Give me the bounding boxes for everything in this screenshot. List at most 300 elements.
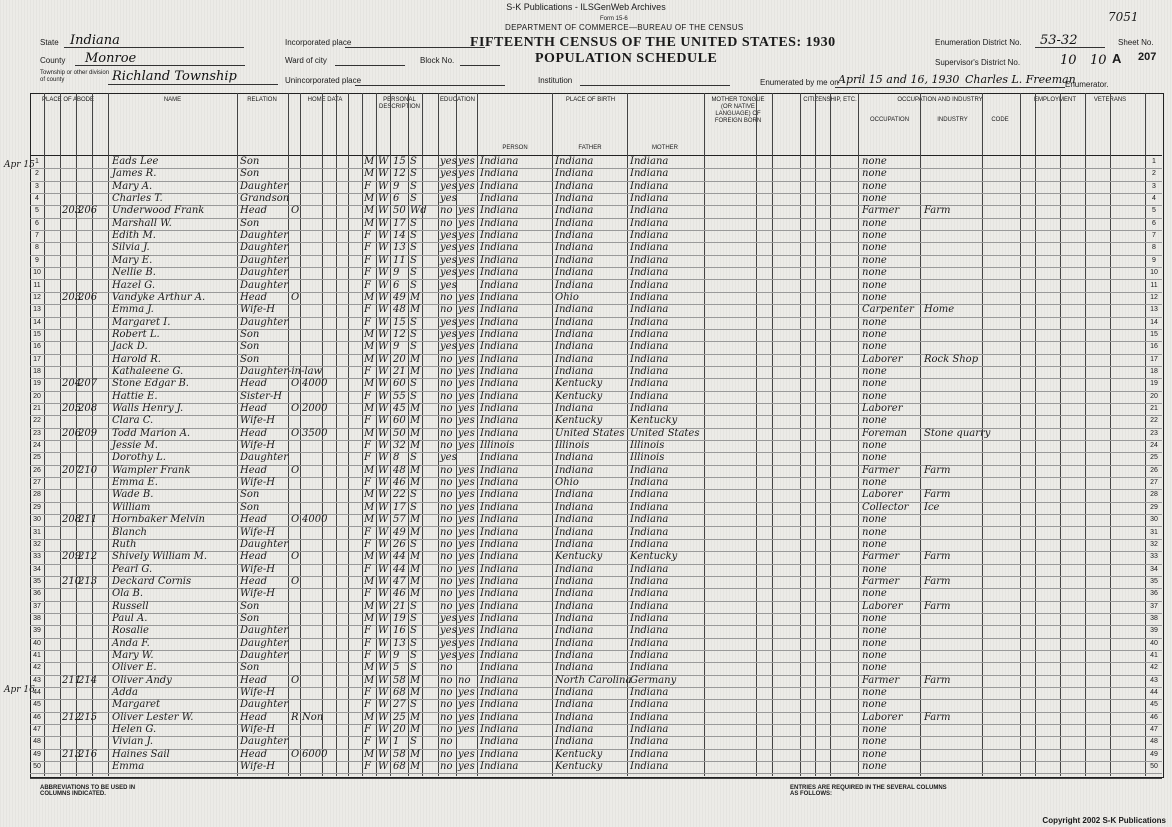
sheet-side: A xyxy=(1112,51,1122,66)
row-number: 33 xyxy=(1150,553,1158,561)
occupation: none xyxy=(862,625,887,637)
industry: Rock Shop xyxy=(924,353,979,365)
birthplace-father: North Carolina xyxy=(555,674,632,686)
birthplace-father: Indiana xyxy=(555,625,594,637)
relation: Head xyxy=(240,205,268,217)
sex: M xyxy=(364,551,375,563)
birthplace-father: Indiana xyxy=(555,501,594,513)
race: W xyxy=(378,440,389,452)
birthplace-person: Indiana xyxy=(480,526,519,538)
birthplace-mother: United States xyxy=(630,427,700,439)
birthplace-mother: Indiana xyxy=(630,180,669,192)
birthplace-person: Indiana xyxy=(480,180,519,192)
sex: F xyxy=(364,304,371,316)
table-row xyxy=(30,280,1162,293)
can-read: yes xyxy=(458,563,475,575)
birthplace-mother: Indiana xyxy=(630,526,669,538)
birthplace-person: Indiana xyxy=(480,761,519,773)
person-name: Charles T. xyxy=(112,193,163,205)
dwelling-number: 213 xyxy=(62,748,82,760)
race: W xyxy=(378,168,389,180)
table-row xyxy=(30,354,1162,367)
birthplace-father: Indiana xyxy=(555,328,594,340)
age: 58 xyxy=(393,674,406,686)
birthplace-mother: Indiana xyxy=(630,588,669,600)
marital-status: S xyxy=(410,279,417,291)
age: 13 xyxy=(393,637,406,649)
person-name: Hazel G. xyxy=(112,279,156,291)
unincorporated-label: Unincorporated place xyxy=(285,76,362,85)
can-read: yes xyxy=(458,230,475,242)
home-value: 3500 xyxy=(302,427,328,439)
industry: Farm xyxy=(924,674,951,686)
occupation: none xyxy=(862,440,887,452)
age: 48 xyxy=(393,304,406,316)
birthplace-father: Kentucky xyxy=(555,415,603,427)
occupation: none xyxy=(862,662,887,674)
race: W xyxy=(378,328,389,340)
can-read: yes xyxy=(458,575,475,587)
row-number: 39 xyxy=(33,627,41,635)
person-name: Oliver Andy xyxy=(112,674,172,686)
relation: Head xyxy=(240,748,268,760)
row-number: 16 xyxy=(33,343,41,351)
table-row xyxy=(30,662,1162,675)
table-row xyxy=(30,465,1162,478)
occupation: Farmer xyxy=(862,575,900,587)
occupation: none xyxy=(862,230,887,242)
occupation: none xyxy=(862,538,887,550)
row-number: 7 xyxy=(1152,232,1156,240)
group-home-data: HOME DATA xyxy=(307,97,343,103)
occupation: Laborer xyxy=(862,600,903,612)
table-row xyxy=(30,724,1162,737)
person-name: Mary W. xyxy=(112,650,154,661)
can-read: yes xyxy=(458,217,475,229)
sex: F xyxy=(364,452,371,464)
marital-status: M xyxy=(410,711,421,723)
can-read: yes xyxy=(458,267,475,279)
school-attendance: yes xyxy=(440,193,457,205)
birthplace-person: Indiana xyxy=(480,612,519,624)
can-read: yes xyxy=(458,477,475,489)
birthplace-person: Indiana xyxy=(480,736,519,748)
relation: Son xyxy=(240,662,260,674)
home-tenure: R xyxy=(291,711,299,723)
birthplace-father: Indiana xyxy=(555,403,594,414)
age: 68 xyxy=(393,687,406,699)
can-read: yes xyxy=(458,699,475,711)
birthplace-father: Indiana xyxy=(555,650,594,661)
birthplace-father: Indiana xyxy=(555,464,594,476)
relation: Daughter xyxy=(240,279,288,291)
race: W xyxy=(378,538,389,550)
age: 25 xyxy=(393,711,406,723)
birthplace-father: Indiana xyxy=(555,699,594,711)
birthplace-father: Ohio xyxy=(555,477,579,489)
birthplace-father: Indiana xyxy=(555,217,594,229)
marital-status: S xyxy=(410,600,417,612)
birthplace-father: Ohio xyxy=(555,291,579,303)
person-name: Pearl G. xyxy=(112,563,153,575)
person-name: Vivian J. xyxy=(112,736,154,748)
race: W xyxy=(378,403,389,414)
birthplace-mother: Indiana xyxy=(630,612,669,624)
dwelling-number: 208 xyxy=(62,514,82,526)
age: 1 xyxy=(393,736,400,748)
age: 12 xyxy=(393,328,406,340)
school-attendance: yes xyxy=(440,452,457,464)
race: W xyxy=(378,575,389,587)
row-number: 28 xyxy=(1150,491,1158,499)
marital-status: M xyxy=(410,551,421,563)
age: 46 xyxy=(393,588,406,600)
birthplace-person: Indiana xyxy=(480,711,519,723)
person-name: Robert L. xyxy=(112,328,160,340)
occupation: none xyxy=(862,563,887,575)
age: 13 xyxy=(393,242,406,254)
marital-status: M xyxy=(410,588,421,600)
person-name: Todd Marion A. xyxy=(112,427,191,439)
school-attendance: no xyxy=(440,353,453,365)
school-attendance: no xyxy=(440,217,453,229)
row-number: 47 xyxy=(33,726,41,734)
person-name: Haines Sail xyxy=(112,748,170,760)
relation: Son xyxy=(240,328,260,340)
row-number: 37 xyxy=(33,602,41,610)
race: W xyxy=(378,415,389,427)
can-read: yes xyxy=(458,637,475,649)
row-number: 15 xyxy=(1150,330,1158,338)
row-number: 6 xyxy=(35,219,39,227)
person-name: Shively William M. xyxy=(112,551,208,563)
sex: F xyxy=(364,390,371,402)
race: W xyxy=(378,205,389,217)
row-number: 3 xyxy=(1152,182,1156,190)
occupation: Laborer xyxy=(862,403,903,414)
marital-status: S xyxy=(410,242,417,254)
table-row xyxy=(30,625,1162,638)
birthplace-mother: Indiana xyxy=(630,328,669,340)
relation: Daughter xyxy=(240,625,288,637)
age: 47 xyxy=(393,575,406,587)
can-read: yes xyxy=(458,304,475,316)
occupation: none xyxy=(862,365,887,377)
person-name: Helen G. xyxy=(112,724,157,736)
marital-status: S xyxy=(410,625,417,637)
sex: M xyxy=(364,501,375,513)
row-number: 9 xyxy=(35,256,39,264)
marital-status: S xyxy=(410,341,417,353)
table-row xyxy=(30,749,1162,762)
row-number: 29 xyxy=(33,503,41,511)
birthplace-person: Indiana xyxy=(480,687,519,699)
school-attendance: yes xyxy=(440,316,457,328)
school-attendance: no xyxy=(440,304,453,316)
school-attendance: yes xyxy=(440,328,457,340)
birthplace-mother: Indiana xyxy=(630,156,669,167)
birthplace-father: Indiana xyxy=(555,254,594,266)
table-row xyxy=(30,329,1162,342)
sex: F xyxy=(364,477,371,489)
group-citizenship: CITIZENSHIP, ETC. xyxy=(803,97,857,103)
row-number: 6 xyxy=(1152,219,1156,227)
birthplace-father: Indiana xyxy=(555,514,594,526)
home-tenure: O xyxy=(291,674,300,686)
table-row xyxy=(30,736,1162,749)
birthplace-father: Indiana xyxy=(555,489,594,501)
sex: M xyxy=(364,612,375,624)
occupation: Laborer xyxy=(862,711,903,723)
birthplace-mother: Indiana xyxy=(630,687,669,699)
can-read: yes xyxy=(458,538,475,550)
row-number: 38 xyxy=(1150,614,1158,622)
occupation: none xyxy=(862,378,887,390)
dwelling-number: 203 xyxy=(62,205,82,217)
sex: M xyxy=(364,291,375,303)
race: W xyxy=(378,452,389,464)
birthplace-person: Indiana xyxy=(480,514,519,526)
marital-status: S xyxy=(410,538,417,550)
race: W xyxy=(378,514,389,526)
row-number: 24 xyxy=(33,442,41,450)
township-label: Township or other division of county xyxy=(40,70,110,83)
birthplace-mother: Indiana xyxy=(630,736,669,748)
sex: F xyxy=(364,267,371,279)
sex: M xyxy=(364,217,375,229)
birthplace-person: Indiana xyxy=(480,501,519,513)
family-number: 214 xyxy=(78,674,98,686)
can-read: yes xyxy=(458,156,475,167)
person-name: Emma J. xyxy=(112,304,154,316)
group-employment: EMPLOYMENT xyxy=(1033,97,1076,103)
row-number: 42 xyxy=(1150,664,1158,672)
row-number: 4 xyxy=(35,195,39,203)
birthplace-person: Indiana xyxy=(480,600,519,612)
occupation: none xyxy=(862,180,887,192)
row-number: 5 xyxy=(1152,207,1156,215)
home-tenure: O xyxy=(291,514,300,526)
race: W xyxy=(378,427,389,439)
sex: M xyxy=(364,427,375,439)
row-number: 44 xyxy=(1150,689,1158,697)
table-row xyxy=(30,551,1162,564)
relation: Wife-H xyxy=(240,440,276,452)
relation: Daughter xyxy=(240,242,288,254)
race: W xyxy=(378,588,389,600)
race: W xyxy=(378,242,389,254)
occupation: none xyxy=(862,612,887,624)
group-place-of-abode: PLACE OF ABODE xyxy=(41,97,95,103)
person-name: Vandyke Arthur A. xyxy=(112,291,206,303)
family-number: 215 xyxy=(78,711,98,723)
sex: F xyxy=(364,526,371,538)
birthplace-mother: Indiana xyxy=(630,353,669,365)
group-relation: RELATION xyxy=(247,97,277,103)
table-row xyxy=(30,613,1162,626)
home-tenure: O xyxy=(291,403,300,414)
marital-status: S xyxy=(410,637,417,649)
relation: Wife-H xyxy=(240,477,276,489)
school-attendance: no xyxy=(440,205,453,217)
marital-status: M xyxy=(410,526,421,538)
sex: F xyxy=(364,761,371,773)
occupation: Farmer xyxy=(862,674,900,686)
row-number: 45 xyxy=(33,701,41,709)
industry: Farm xyxy=(924,489,951,501)
row-number: 38 xyxy=(33,614,41,622)
form-number: Form 15-6 xyxy=(600,16,628,22)
table-row xyxy=(30,601,1162,614)
occupation: none xyxy=(862,415,887,427)
enumerated-label: Enumerated by me on xyxy=(760,78,839,87)
birthplace-mother: Indiana xyxy=(630,514,669,526)
birthplace-mother: Kentucky xyxy=(630,551,678,563)
marital-status: M xyxy=(410,724,421,736)
enumerator-label: Enumerator. xyxy=(1065,80,1109,89)
birthplace-mother: Indiana xyxy=(630,464,669,476)
marital-status: M xyxy=(410,514,421,526)
birthplace-mother: Indiana xyxy=(630,711,669,723)
birthplace-mother: Indiana xyxy=(630,724,669,736)
row-number: 18 xyxy=(33,367,41,375)
can-read: yes xyxy=(458,761,475,773)
age: 21 xyxy=(393,365,406,377)
school-attendance: no xyxy=(440,761,453,773)
birthplace-father: Indiana xyxy=(555,242,594,254)
relation: Daughter xyxy=(240,699,288,711)
birthplace-mother: Indiana xyxy=(630,625,669,637)
marital-status: S xyxy=(410,378,417,390)
person-name: Ola B. xyxy=(112,588,144,600)
birthplace-person: Indiana xyxy=(480,748,519,760)
table-row xyxy=(30,267,1162,280)
can-read: yes xyxy=(458,489,475,501)
can-read: yes xyxy=(458,341,475,353)
row-number: 42 xyxy=(33,664,41,672)
occupation: none xyxy=(862,748,887,760)
relation: Wife-H xyxy=(240,761,276,773)
row-number: 26 xyxy=(33,466,41,474)
person-name: Jack D. xyxy=(112,341,148,353)
copyright: Copyright 2002 S-K Publications xyxy=(1042,816,1166,825)
birthplace-person: Indiana xyxy=(480,365,519,377)
can-read: yes xyxy=(458,464,475,476)
can-read: yes xyxy=(458,378,475,390)
race: W xyxy=(378,316,389,328)
race: W xyxy=(378,600,389,612)
race: W xyxy=(378,156,389,167)
row-number: 26 xyxy=(1150,466,1158,474)
birthplace-mother: Indiana xyxy=(630,168,669,180)
school-attendance: no xyxy=(440,687,453,699)
birthplace-father: Indiana xyxy=(555,711,594,723)
can-read: yes xyxy=(458,242,475,254)
table-row xyxy=(30,564,1162,577)
can-read: yes xyxy=(458,588,475,600)
sex: M xyxy=(364,341,375,353)
school-attendance: no xyxy=(440,526,453,538)
table-row xyxy=(30,317,1162,330)
school-attendance: no xyxy=(440,748,453,760)
race: W xyxy=(378,662,389,674)
table-row xyxy=(30,156,1162,169)
marital-status: S xyxy=(410,650,417,661)
person-name: William xyxy=(112,501,151,513)
subheader-code: CODE xyxy=(991,117,1009,123)
row-number: 35 xyxy=(1150,577,1158,585)
birthplace-person: Indiana xyxy=(480,427,519,439)
school-attendance: no xyxy=(440,427,453,439)
birthplace-father: Indiana xyxy=(555,588,594,600)
birthplace-person: Indiana xyxy=(480,291,519,303)
age: 49 xyxy=(393,526,406,538)
row-number: 5 xyxy=(35,207,39,215)
sex: M xyxy=(364,168,375,180)
row-number: 25 xyxy=(1150,454,1158,462)
marital-status: S xyxy=(410,489,417,501)
race: W xyxy=(378,650,389,661)
can-read: yes xyxy=(458,612,475,624)
marital-status: S xyxy=(410,156,417,167)
table-row xyxy=(30,391,1162,404)
sex: F xyxy=(364,254,371,266)
sex: M xyxy=(364,378,375,390)
group-veterans: VETERANS xyxy=(1093,97,1127,103)
birthplace-father: Indiana xyxy=(555,563,594,575)
sex: M xyxy=(364,156,375,167)
birthplace-person: Indiana xyxy=(480,415,519,427)
person-name: Adda xyxy=(112,687,138,699)
birthplace-person: Illinois xyxy=(480,440,515,452)
home-tenure: O xyxy=(291,575,300,587)
sex: M xyxy=(364,489,375,501)
occupation: none xyxy=(862,254,887,266)
home-value: 2000 xyxy=(302,403,328,414)
person-name: Margaret xyxy=(112,699,161,711)
race: W xyxy=(378,193,389,205)
relation: Head xyxy=(240,711,268,723)
birthplace-mother: Indiana xyxy=(630,341,669,353)
home-tenure: O xyxy=(291,291,300,303)
marital-status: M xyxy=(410,440,421,452)
birthplace-person: Indiana xyxy=(480,242,519,254)
age: 27 xyxy=(393,699,406,711)
occupation: none xyxy=(862,761,887,773)
table-row xyxy=(30,489,1162,502)
industry: Farm xyxy=(924,575,951,587)
age: 9 xyxy=(393,341,400,353)
birthplace-father: Kentucky xyxy=(555,378,603,390)
dwelling-number: 207 xyxy=(62,464,82,476)
relation: Daughter xyxy=(240,316,288,328)
school-attendance: no xyxy=(440,291,453,303)
person-name: Deckard Cornis xyxy=(112,575,192,587)
marital-status: S xyxy=(410,168,417,180)
birthplace-father: Indiana xyxy=(555,193,594,205)
birthplace-person: Indiana xyxy=(480,316,519,328)
stamp-number: 7051 xyxy=(1108,10,1139,24)
row-number: 13 xyxy=(33,306,41,314)
birthplace-father: Indiana xyxy=(555,612,594,624)
birthplace-father: Indiana xyxy=(555,452,594,464)
marital-status: M xyxy=(410,687,421,699)
ward-label: Ward of city xyxy=(285,56,327,65)
row-number: 2 xyxy=(1152,170,1156,178)
age: 11 xyxy=(393,254,406,266)
birthplace-father: Kentucky xyxy=(555,390,603,402)
birthplace-mother: Indiana xyxy=(630,279,669,291)
